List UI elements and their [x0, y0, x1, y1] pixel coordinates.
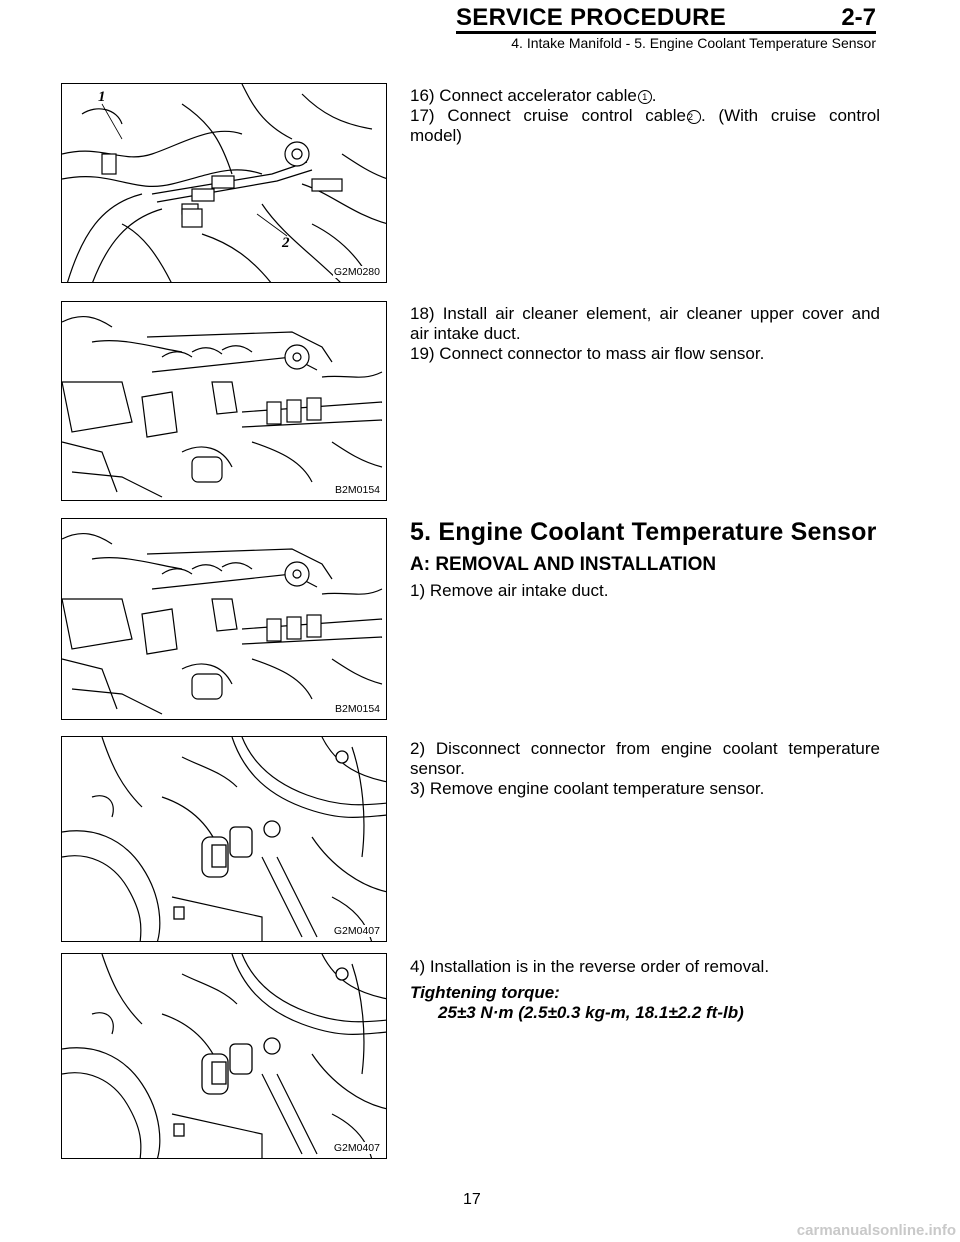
ref-circle-2: 2 [687, 110, 701, 124]
figure-air-intake-2 [61, 518, 387, 720]
figure-code: B2M0154 [335, 703, 380, 715]
step-18-cont: air intake duct. [410, 324, 521, 343]
text-block-disconnect [410, 739, 880, 799]
figure-code: G2M0407 [333, 1142, 380, 1154]
step-3: 3) Remove engine coolant temperature sensor. [410, 779, 765, 798]
callout-2: 2 [282, 235, 290, 251]
step-19: 19) Connect connector to mass air flow sensor. [410, 344, 765, 363]
figure-accelerator-cable [61, 83, 387, 283]
sub-heading: A: REMOVAL AND INSTALLATION [410, 554, 717, 575]
step-16: 16) Connect accelerator cable 1 . [410, 86, 657, 105]
text-block-section-5 [410, 517, 880, 601]
ref-circle-1: 1 [638, 90, 652, 104]
step-17: 17) Connect cruise control cable 2 . (With cruise control [410, 106, 880, 125]
engine-illustration [62, 737, 387, 942]
engine-illustration [62, 84, 387, 283]
text-block-air-cleaner [410, 304, 880, 364]
step-18: 18) Install air cleaner element, air cleaner upper cover and [410, 304, 880, 323]
section-heading: 5. Engine Coolant Temperature Sensor [410, 518, 877, 546]
page-number: 17 [463, 1191, 481, 1208]
figure-code: B2M0154 [335, 484, 380, 496]
header-rule [456, 31, 876, 34]
figure-coolant-sensor-2 [61, 953, 387, 1159]
header-subtitle: 4. Intake Manifold - 5. Engine Coolant Temperature Sensor [511, 35, 876, 51]
figure-code: G2M0407 [333, 925, 380, 937]
torque-label: Tightening torque: [410, 983, 560, 1002]
figure-air-intake-1 [61, 301, 387, 501]
page-header [456, 4, 876, 30]
torque-value: 25±3 N·m (2.5±0.3 kg-m, 18.1±2.2 ft-lb) [438, 1003, 744, 1022]
section-number: 2-7 [841, 4, 876, 31]
figure-coolant-sensor-1 [61, 736, 387, 942]
section-title: SERVICE PROCEDURE [456, 4, 727, 31]
step-2-cont: sensor. [410, 759, 465, 778]
text-block-cables [410, 86, 880, 146]
step-17-cont: model) [410, 126, 462, 145]
engine-illustration [62, 302, 387, 501]
watermark: carmanualsonline.info [796, 1222, 956, 1239]
step-1: 1) Remove air intake duct. [410, 581, 609, 600]
figure-code: G2M0280 [333, 266, 380, 278]
step-2: 2) Disconnect connector from engine coolant temperature [410, 739, 880, 758]
engine-illustration [62, 954, 387, 1159]
engine-illustration [62, 519, 387, 720]
step-4: 4) Installation is in the reverse order of removal. [410, 957, 770, 976]
callout-1: 1 [98, 89, 106, 105]
text-block-installation [410, 957, 880, 1023]
